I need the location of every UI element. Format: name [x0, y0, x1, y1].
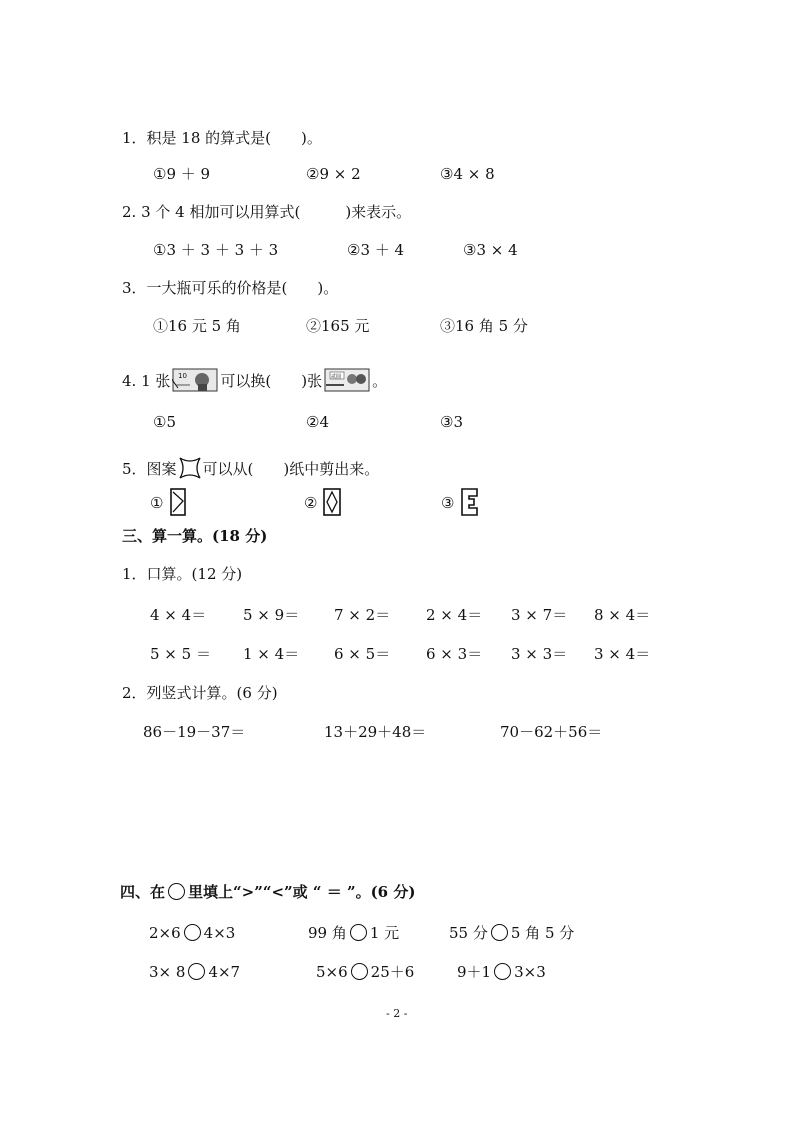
ten-yuan-value: 10 — [178, 372, 188, 380]
q3-option-3: ③16 角 5 分 — [440, 317, 528, 335]
oral-calc-item: 4 × 4＝ — [150, 606, 207, 624]
oral-calc-item: 3 × 3＝ — [511, 645, 568, 663]
vertical-calc-item: 86－19－37＝ — [143, 723, 246, 741]
compare-right: 4×3 — [203, 924, 236, 942]
q2-stem: 2. 3 个 4 相加可以用算式( )来表示。 — [122, 203, 412, 221]
q5-option-2 — [304, 488, 343, 517]
folded-paper-2-icon — [321, 488, 343, 516]
oral-calc-item: 1 × 4＝ — [243, 645, 300, 663]
section3-part2-title: 2．列竖式计算。(6 分) — [122, 684, 278, 702]
compare-left: 55 分 — [449, 924, 488, 942]
oral-calc-item: 5 × 5 ＝ — [150, 645, 211, 663]
answer-circle[interactable] — [350, 924, 367, 941]
oral-calc-item: 8 × 4＝ — [594, 606, 651, 624]
compare-item — [149, 923, 235, 943]
section4-title-part-b: 里填上“>”“<”或 “ ＝ ”。(6 分) — [188, 883, 416, 901]
q5-option-3 — [441, 488, 480, 517]
page-number: - 2 - — [386, 1007, 408, 1020]
compare-left: 9＋1 — [457, 963, 492, 981]
answer-circle[interactable] — [494, 963, 511, 980]
q5-stem-part-a: 5．图案 — [122, 460, 177, 478]
oral-calc-item: 7 × 2＝ — [334, 606, 391, 624]
section4-title — [120, 882, 415, 902]
section3-title: 三、算一算。(18 分) — [122, 527, 268, 545]
oral-calc-item: 3 × 4＝ — [594, 645, 651, 663]
folded-paper-3-icon — [458, 488, 480, 516]
q2-option-1: ①3 ＋ 3 ＋ 3 ＋ 3 — [153, 241, 279, 259]
compare-left: 3× 8 — [149, 963, 186, 981]
oral-calc-item: 2 × 4＝ — [426, 606, 483, 624]
oral-calc-item: 3 × 7＝ — [511, 606, 568, 624]
q1-option-2: ②9 × 2 — [306, 165, 361, 183]
q1-stem: 1．积是 18 的算式是( )。 — [122, 129, 322, 147]
compare-right: 4×7 — [208, 963, 241, 981]
compare-item — [449, 923, 574, 943]
q3-stem: 3．一大瓶可乐的价格是( )。 — [122, 279, 339, 297]
q5-stem — [122, 454, 379, 482]
blank-circle-icon — [168, 883, 185, 900]
compare-item — [308, 923, 399, 943]
q5-option-1 — [150, 488, 189, 517]
oral-calc-item: 6 × 5＝ — [334, 645, 391, 663]
q2-option-2: ②3 ＋ 4 — [347, 241, 405, 259]
compare-left: 99 角 — [308, 924, 347, 942]
section3-part1-title: 1．口算。(12 分) — [122, 565, 243, 583]
two-yuan-note-icon — [324, 368, 370, 392]
compare-item — [149, 962, 240, 982]
x-pattern-icon — [177, 454, 203, 482]
compare-right: 5 角 5 分 — [510, 924, 575, 942]
answer-circle[interactable] — [184, 924, 201, 941]
q1-option-1: ①9 ＋ 9 — [153, 165, 211, 183]
compare-left: 5×6 — [316, 963, 348, 981]
oral-calc-item: 6 × 3＝ — [426, 645, 483, 663]
compare-item — [457, 962, 546, 982]
q4-stem — [122, 368, 387, 392]
compare-right: 25＋6 — [370, 963, 415, 981]
vertical-calc-item: 13＋29＋48＝ — [324, 723, 427, 741]
q4-stem-part-b: 可以换( )张 — [220, 372, 323, 390]
q5-option-1-label: ① — [150, 494, 164, 512]
oral-calc-item: 5 × 9＝ — [243, 606, 300, 624]
answer-circle[interactable] — [188, 963, 205, 980]
compare-right: 1 元 — [369, 924, 400, 942]
q4-option-1: ①5 — [153, 413, 176, 431]
q1-option-3: ③4 × 8 — [440, 165, 495, 183]
folded-paper-1-icon — [167, 488, 189, 516]
q4-option-3: ③3 — [440, 413, 463, 431]
q4-stem-part-c: 。 — [372, 372, 388, 390]
q3-option-1: ①16 元 5 角 — [153, 317, 241, 335]
answer-circle[interactable] — [351, 963, 368, 980]
ten-yuan-note-icon — [172, 368, 218, 392]
q5-stem-part-b: 可以从( )纸中剪出来。 — [202, 460, 380, 478]
vertical-calc-item: 70－62＋56＝ — [500, 723, 603, 741]
section4-title-part-a: 四、在 — [120, 883, 166, 901]
answer-circle[interactable] — [491, 924, 508, 941]
q3-option-2: ②165 元 — [306, 317, 370, 335]
q5-option-3-label: ③ — [441, 494, 455, 512]
q2-option-3: ③3 × 4 — [463, 241, 518, 259]
q4-stem-part-a: 4. 1 张 — [122, 372, 171, 390]
compare-right: 3×3 — [514, 963, 546, 981]
compare-item — [316, 962, 414, 982]
q5-option-2-label: ② — [304, 494, 318, 512]
q4-option-2: ②4 — [306, 413, 329, 431]
two-yuan-label: 贰圆 — [331, 374, 342, 380]
compare-left: 2×6 — [149, 924, 181, 942]
